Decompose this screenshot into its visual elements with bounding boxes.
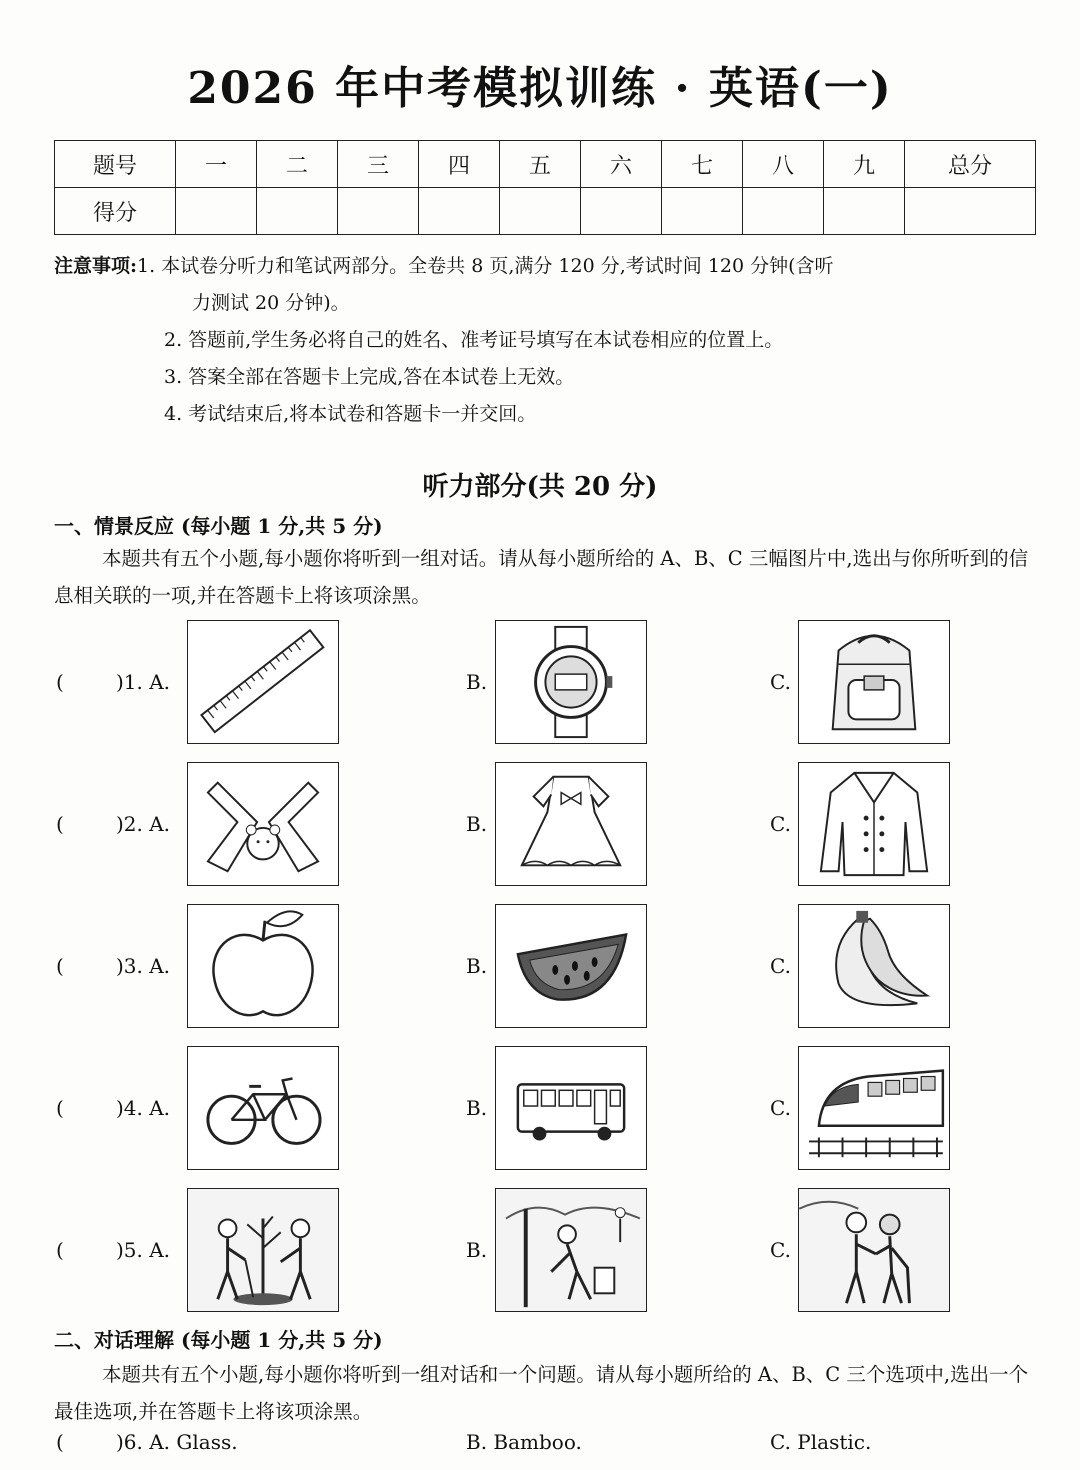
question-label [56, 1238, 170, 1262]
question-number: )4. A. [116, 1096, 171, 1120]
question-row [0, 620, 1080, 750]
score-header-cell: 八 [743, 141, 824, 188]
q6-option-b: B. Bamboo. [466, 1430, 582, 1454]
option-b-label: B. [466, 812, 488, 836]
coat-picture[interactable] [798, 762, 950, 886]
answer-bracket[interactable]: ( [56, 670, 64, 694]
scarf-picture[interactable] [187, 762, 339, 886]
score-cell[interactable] [338, 188, 419, 235]
question-label [56, 812, 170, 836]
score-table-score-row [55, 188, 1036, 235]
notes-row [54, 248, 1044, 285]
planting-trees-picture[interactable] [187, 1188, 339, 1312]
score-cell[interactable] [662, 188, 743, 235]
option-c-label: C. [770, 812, 791, 836]
watermelon-picture[interactable] [495, 904, 647, 1028]
note-item: 4. 考试结束后,将本试卷和答题卡一并交回。 [164, 403, 537, 425]
part1-instruction: 本题共有五个小题,每小题你将听到一组对话。请从每小题所给的 A、B、C 三幅图片中,选出与你所听到的信息相关联的一项,并在答题卡上将该项涂黑。 [54, 547, 1029, 607]
ruler-picture[interactable] [187, 620, 339, 744]
helping-elderly-picture[interactable] [798, 1188, 950, 1312]
option-b-label: B. [466, 670, 488, 694]
score-header-cell: 五 [500, 141, 581, 188]
question-row [0, 1046, 1080, 1176]
note-item: 1. 本试卷分听力和笔试两部分。全卷共 8 页,满分 120 分,考试时间 120 分钟(含听 [137, 255, 834, 277]
question-number: )2. A. [116, 812, 171, 836]
bus-picture[interactable] [495, 1046, 647, 1170]
note-item: 2. 答题前,学生务必将自己的姓名、准考证号填写在本试卷相应的位置上。 [164, 329, 784, 351]
option-c-label: C. [770, 1238, 791, 1262]
note-item: 3. 答案全部在答题卡上完成,答在本试卷上无效。 [164, 366, 575, 388]
question-number: )5. A. [116, 1238, 171, 1262]
answer-bracket[interactable]: ( [56, 812, 64, 836]
score-header-cell: 题号 [55, 141, 176, 188]
option-b-label: B. [466, 1096, 488, 1120]
exam-title: 2026 年中考模拟训练 · 英语(一) [187, 63, 893, 114]
score-cell[interactable] [500, 188, 581, 235]
question-label [56, 954, 170, 978]
score-cell[interactable] [257, 188, 338, 235]
banana-picture[interactable] [798, 904, 950, 1028]
question-number: )1. A. [116, 670, 171, 694]
score-header-cell: 七 [662, 141, 743, 188]
score-cell[interactable] [905, 188, 1036, 235]
dress-picture[interactable] [495, 762, 647, 886]
score-header-cell: 六 [581, 141, 662, 188]
score-cell[interactable] [419, 188, 500, 235]
option-c-label: C. [770, 954, 791, 978]
score-header-cell: 三 [338, 141, 419, 188]
cleaning-park-picture[interactable] [495, 1188, 647, 1312]
score-header-cell: 总分 [905, 141, 1036, 188]
score-cell[interactable] [581, 188, 662, 235]
question-row [0, 762, 1080, 892]
part1-heading: 一、情景反应 (每小题 1 分,共 5 分) [54, 514, 383, 538]
train-picture[interactable] [798, 1046, 950, 1170]
question-label [56, 1096, 170, 1120]
listening-section-title: 听力部分(共 20 分) [422, 472, 658, 502]
answer-bracket[interactable]: ( [56, 1096, 64, 1120]
bicycle-picture[interactable] [187, 1046, 339, 1170]
option-b-label: B. [466, 954, 488, 978]
option-b-label: B. [466, 1238, 488, 1262]
answer-bracket[interactable]: ( [56, 1238, 64, 1262]
answer-bracket[interactable]: ( [56, 1430, 64, 1454]
score-row-label: 得分 [55, 188, 176, 235]
question-number: )3. A. [116, 954, 171, 978]
score-table [54, 140, 1036, 235]
part2-instruction: 本题共有五个小题,每小题你将听到一组对话和一个问题。请从每小题所给的 A、B、C 三个选项中,选出一个最佳选项,并在答题卡上将该项涂黑。 [54, 1363, 1029, 1423]
part2-heading: 二、对话理解 (每小题 1 分,共 5 分) [54, 1328, 383, 1352]
score-header-cell: 二 [257, 141, 338, 188]
option-c-label: C. [770, 670, 791, 694]
question-label [56, 670, 170, 694]
score-header-cell: 一 [176, 141, 257, 188]
note-item: 力测试 20 分钟)。 [192, 292, 350, 314]
score-header-cell: 九 [824, 141, 905, 188]
question-row [0, 1188, 1080, 1318]
watch-picture[interactable] [495, 620, 647, 744]
q6-option-c: C. Plastic. [770, 1430, 872, 1454]
score-cell[interactable] [176, 188, 257, 235]
score-table-header-row [55, 141, 1036, 188]
option-c-label: C. [770, 1096, 791, 1120]
apple-picture[interactable] [187, 904, 339, 1028]
backpack-picture[interactable] [798, 620, 950, 744]
question-row [0, 904, 1080, 1034]
exam-notes [54, 248, 1044, 433]
score-cell[interactable] [743, 188, 824, 235]
answer-bracket[interactable]: ( [56, 954, 64, 978]
score-cell[interactable] [824, 188, 905, 235]
notes-label: 注意事项: [54, 255, 138, 277]
q6-option-a: )6. A. Glass. [116, 1430, 238, 1454]
score-header-cell: 四 [419, 141, 500, 188]
